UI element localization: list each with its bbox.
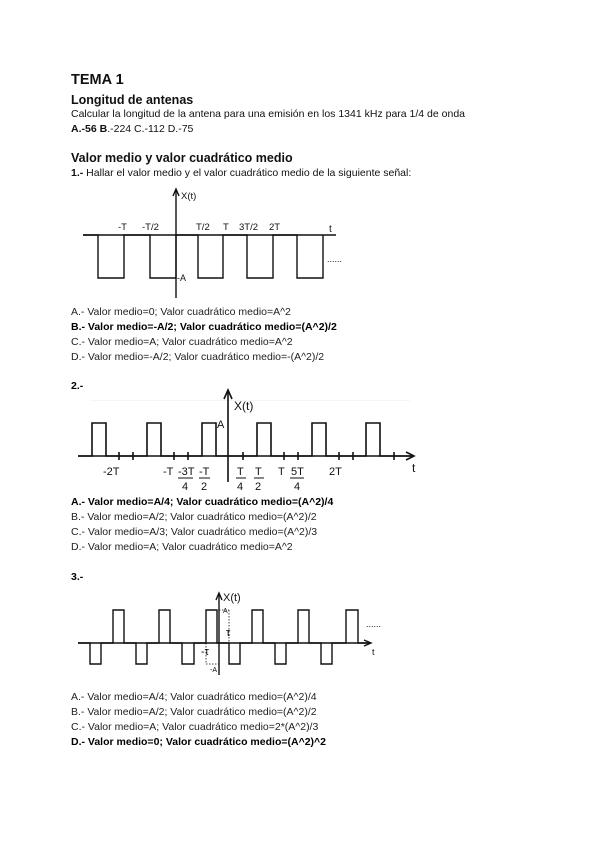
fig2-frac-T4: T [237, 466, 244, 478]
fig3-amp-pos: A [223, 608, 228, 615]
q2-option-c: C.- Valor medio=A/3; Valor cuadrático medio=(A^2)/3 [71, 526, 318, 538]
answer-a-label: A.- [71, 123, 85, 135]
page-title: TEMA 1 [71, 72, 124, 88]
fig1-amp-label: -A [177, 273, 186, 283]
q2-option-b: B.- Valor medio=A/2; Valor cuadrático medio=(A^2)/2 [71, 511, 317, 523]
fig3-tau-neg: -τ [201, 646, 210, 658]
fig2-frac-neg-T2: -T [199, 466, 210, 478]
fig3-amp-neg: -A [210, 667, 217, 674]
q2-option-d: D.- Valor medio=A; Valor cuadrático medio=A^2 [71, 541, 293, 553]
q3-number: 3.- [71, 571, 84, 583]
fig3-ylabel: X(t) [223, 592, 241, 604]
fig1-tick-2T: 2T [269, 222, 281, 233]
q1-text: Hallar el valor medio y el valor cuadrático medio de la siguiente señal: [83, 167, 412, 179]
q3-option-c: C.- Valor medio=A; Valor cuadrático medio=2*(A^2)/3 [71, 721, 319, 733]
fig2-tick-2T: 2T [329, 466, 342, 478]
q3-option-d: D.- Valor medio=0; Valor cuadrático medio=(A^2)^2 [71, 736, 327, 748]
fig1-tick-neg-T: -T [118, 222, 127, 233]
antenna-question: Calcular la longitud de la antena para una emisión en los 1341 kHz para 1/4 de onda [71, 108, 466, 120]
q1-option-b: B.- Valor medio=-A/2; Valor cuadrático medio=(A^2)/2 [71, 321, 337, 333]
fig2-xlabel: t [412, 461, 416, 475]
q2-number: 2.- [71, 380, 84, 392]
fig3-tau: τ [226, 627, 231, 639]
fig2-frac-neg-T2-den: 2 [201, 481, 208, 493]
fig1-tick-T2: T/2 [196, 222, 210, 233]
q1-number: 1.- [71, 167, 84, 179]
q1-option-c: C.- Valor medio=A; Valor cuadrático medio=A^2 [71, 336, 293, 348]
fig2-tick-T: T [278, 466, 285, 478]
fig1-tick-T: T [223, 222, 229, 233]
fig3-xlabel: t [372, 647, 375, 657]
fig2-frac-neg-3T-den: 4 [182, 481, 189, 493]
fig2-frac-T4-den: 4 [237, 481, 244, 493]
fig2-ylabel: X(t) [234, 399, 254, 413]
q1-option-a: A.- Valor medio=0; Valor cuadrático medio=A^2 [71, 306, 291, 318]
fig1-tick-3T2: 3T/2 [239, 222, 259, 233]
fig1-dots: ...... [327, 254, 343, 264]
section-heading-valor-medio: Valor medio y valor cuadrático medio [71, 151, 293, 165]
fig2-frac-T2: T [255, 466, 262, 478]
fig1-tick-neg-T2: -T/2 [142, 222, 159, 233]
answer-a-value: 56 [85, 123, 97, 135]
fig2-frac-neg-3T: -3T [178, 466, 195, 478]
q3-option-a: A.- Valor medio=A/4; Valor cuadrático medio=(A^2)/4 [71, 691, 317, 703]
fig2-frac-5T4-den: 4 [294, 481, 301, 493]
fig2-frac-T2-den: 2 [255, 481, 262, 493]
q3-option-b: B.- Valor medio=A/2; Valor cuadrático medio=(A^2)/2 [71, 706, 317, 718]
fig2-tick-neg-T: -T [163, 466, 174, 478]
answer-b-label: B [99, 123, 108, 135]
q1-option-d: D.- Valor medio=-A/2; Valor cuadrático medio=-(A^2)/2 [71, 351, 325, 363]
fig2-tick-neg-2T: -2T [103, 466, 120, 478]
section-heading-antenas: Longitud de antenas [71, 93, 194, 107]
fig1-ylabel: X(t) [181, 191, 197, 202]
fig3-waveform [78, 610, 370, 664]
fig2-frac-5T4: 5T [291, 466, 304, 478]
fig2-amp-label: A [217, 419, 225, 431]
fig1-xlabel: t [329, 224, 332, 235]
fig3-dots: ...... [366, 619, 382, 629]
answer-rest: .-224 C.-112 D.-75 [107, 123, 194, 135]
q2-option-a: A.- Valor medio=A/4; Valor cuadrático medio=(A^2)/4 [71, 496, 334, 508]
